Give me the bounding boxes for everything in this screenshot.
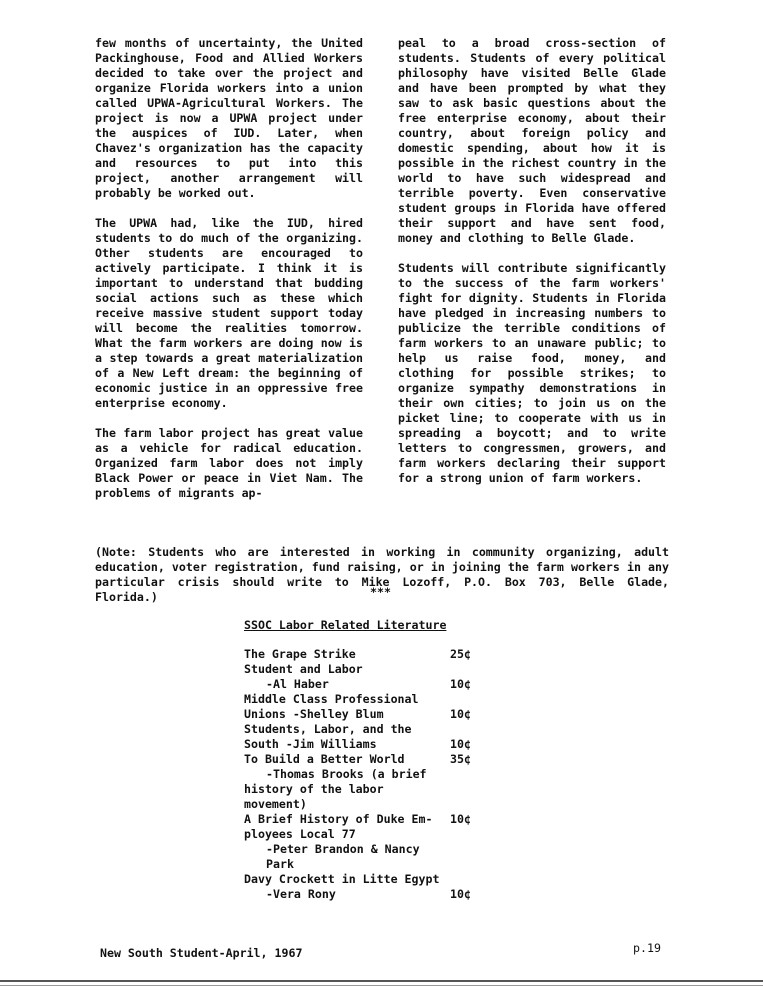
literature-item-title: A Brief History of Duke Em- <box>244 812 433 826</box>
literature-item-title: -Vera Rony <box>266 887 336 901</box>
literature-item-title: history of the labor movement) <box>244 782 384 811</box>
literature-item <box>244 752 484 767</box>
literature-item <box>244 722 484 737</box>
right-column <box>398 36 666 501</box>
literature-item-price <box>450 842 484 872</box>
literature-item-title: -Thomas Brooks (a brief <box>266 767 427 781</box>
literature-item-price <box>450 662 484 677</box>
literature-item-title: Middle Class Professional <box>244 692 419 706</box>
literature-title: SSOC Labor Related Literature <box>244 618 447 632</box>
literature-item-price <box>450 782 484 812</box>
publication-footer: New South Student-April, 1967 <box>100 946 303 960</box>
literature-item-title: South -Jim Williams <box>244 737 377 751</box>
paragraph: peal to a broad cross-section of students. Students of every political philosophy have visited Belle Glade and have been prompted by what they saw to ask basic questions about the free enterprise economy, about their country, about foreign policy and domestic spending, about how it is possible in the richest country in the world to have such widespread and terrible poverty. Even conservative student groups in Florida have offered their support and have sent food, money and clothing to Belle Glade. <box>398 36 666 245</box>
bottom-rule <box>0 985 763 986</box>
paragraph: The UPWA had, like the IUD, hired students to do much of the organizing. Other students are encouraged to actively participate. I think it is important to understand that budding social actions such as these which receive massive student support today will become the realities tomorrow. What the farm workers are doing now is a step towards a great materialization of a New Left dream: the beginning of economic justice in an oppressive free enterprise economy. <box>95 216 363 410</box>
literature-item-title: To Build a Better World <box>244 752 405 766</box>
literature-item-title: Students, Labor, and the <box>244 722 412 736</box>
separator: *** <box>370 585 391 599</box>
literature-item-title: Unions -Shelley Blum <box>244 707 384 721</box>
literature-item-title: The Grape Strike <box>244 647 356 661</box>
left-column <box>95 36 363 516</box>
literature-item <box>244 842 484 872</box>
literature-item <box>244 692 484 707</box>
paragraph: few months of uncertainty, the United Packinghouse, Food and Allied Workers decided to take over the project and organize Florida workers into a union called UPWA-Agricultural Workers. The project is now a UPWA project under the auspices of IUD. Later, when Chavez's organization has the capacity and resources to put into this project, another arrangement will probably be worked out. <box>95 36 363 200</box>
literature-item-price: 10¢ <box>450 707 471 721</box>
literature-item-price <box>450 692 484 707</box>
bottom-rule <box>0 980 763 982</box>
page-number: p.19 <box>633 941 661 955</box>
paragraph: Students will contribute significantly to the success of the farm workers' fight for dignity. Students in Florida have pledged in increasing numbers to publicize the terrible conditions of farm workers to an unaware public; to help us raise food, money, and clothing for possible strikes; to organize sympathy demonstrations in their own cities; to join us on the picket line; to cooperate with us in spreading a boycott; and to write letters to congressmen, growers, and farm workers declaring their support for a strong union of farm workers. <box>398 261 666 485</box>
literature-item-title: Davy Crockett in Litte Egypt <box>244 872 440 886</box>
literature-item <box>244 872 484 887</box>
literature-list <box>244 647 484 902</box>
literature-item-price: 35¢ <box>450 752 471 766</box>
literature-item-title: ployees Local 77 <box>244 827 356 841</box>
literature-item <box>244 767 484 782</box>
literature-item <box>244 812 484 827</box>
literature-item-price <box>450 722 484 737</box>
literature-item <box>244 737 484 752</box>
literature-item-title: -Al Haber <box>266 677 329 691</box>
literature-item <box>244 647 484 662</box>
literature-item-price: 10¢ <box>450 677 471 691</box>
literature-item-price <box>450 827 484 842</box>
literature-item-price: 10¢ <box>450 737 471 751</box>
literature-item <box>244 887 484 902</box>
literature-item-price: 25¢ <box>450 647 471 661</box>
literature-item <box>244 677 484 692</box>
literature-item-title: -Peter Brandon & Nancy Park <box>266 842 420 871</box>
literature-item-price <box>450 872 484 887</box>
literature-item <box>244 662 484 677</box>
literature-item <box>244 707 484 722</box>
literature-item-price: 10¢ <box>450 812 471 826</box>
literature-item-price: 10¢ <box>450 887 471 901</box>
note-paragraph: (Note: Students who are interested in working in community organizing, adult education, voter registration, fund raising, or in joining the farm workers in any particular crisis should write to Mike Lozoff, P.O. Box 703, Belle Glade, Florida.) <box>95 545 669 604</box>
paragraph: The farm labor project has great value as a vehicle for radical education. Organized farm labor does not imply Black Power or peace in Viet Nam. The problems of migrants ap- <box>95 426 363 500</box>
literature-item <box>244 827 484 842</box>
literature-item <box>244 782 484 812</box>
literature-item-price <box>450 767 484 782</box>
literature-item-title: Student and Labor <box>244 662 363 676</box>
